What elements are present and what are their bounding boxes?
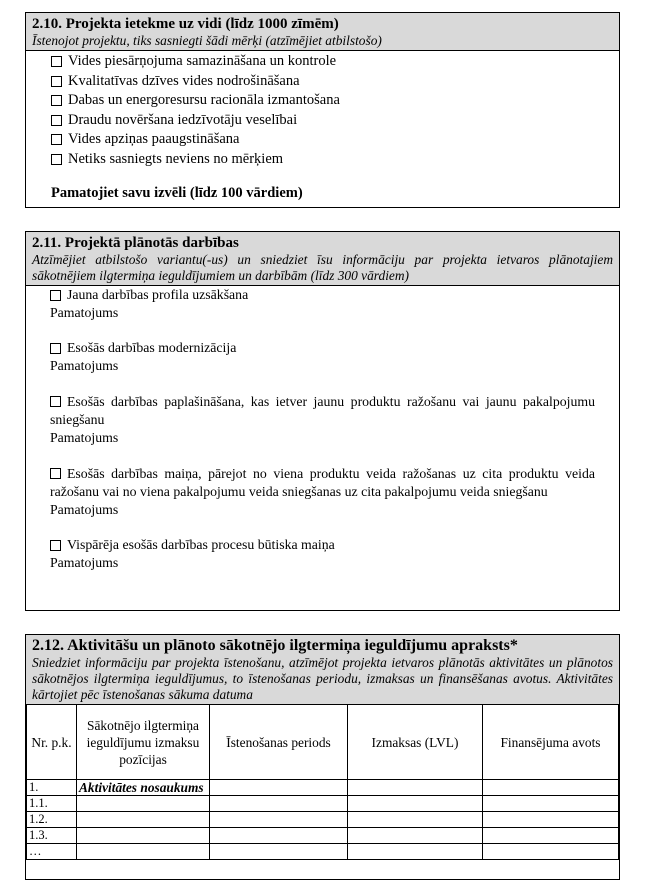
col-costs: Izmaksas (LVL) bbox=[348, 705, 483, 780]
justification-label: Pamatojums bbox=[50, 502, 119, 517]
activity-option-row[interactable] bbox=[50, 286, 595, 304]
option-label: Kvalitatīvas dzīves vides nodrošināšana bbox=[68, 72, 300, 89]
checkbox[interactable] bbox=[50, 290, 61, 301]
env-goal-option[interactable] bbox=[51, 130, 619, 150]
checkbox[interactable] bbox=[51, 134, 62, 145]
checkbox[interactable] bbox=[50, 343, 61, 354]
cell-funding[interactable] bbox=[483, 796, 619, 812]
section-2-11-header bbox=[26, 232, 619, 286]
cell-funding[interactable] bbox=[483, 812, 619, 828]
cell-period[interactable] bbox=[210, 812, 348, 828]
planned-activities bbox=[26, 286, 619, 572]
option-label: Vides apziņas paaugstināšana bbox=[68, 131, 240, 147]
cell-period[interactable] bbox=[210, 844, 348, 860]
env-goal-option[interactable] bbox=[51, 52, 619, 72]
investments-table bbox=[26, 704, 619, 860]
env-goal-options bbox=[26, 51, 619, 202]
activity-option bbox=[50, 286, 595, 322]
section-2-12-subtitle: Sniedziet informāciju par projekta īstenošanu, atzīmējot projekta ietvaros plānotās aktivitātes un plānotos sākotnējos ilgtermiņa ieguldījumus, to īstenošanas periodu, izmaksas un finansēšanas avotus. Aktivitātes kārtojiet pēc īstenošanas sākuma datuma bbox=[32, 655, 613, 702]
activity-option bbox=[50, 392, 595, 447]
option-label: Vides piesārņojuma samazināšana un kontrole bbox=[68, 53, 337, 69]
cell-position[interactable] bbox=[77, 812, 210, 828]
option-label: Netiks sasniegts neviens no mērķiem bbox=[68, 150, 284, 167]
checkbox[interactable] bbox=[50, 540, 61, 551]
section-2-10-title: 2.10. Projekta ietekme uz vidi (līdz 1000 zīmēm) bbox=[32, 16, 339, 32]
justification-label: Pamatojums bbox=[50, 430, 119, 445]
section-2-12 bbox=[25, 634, 620, 880]
row-nr: … bbox=[27, 844, 77, 860]
cell-position[interactable] bbox=[77, 796, 210, 812]
env-goal-option[interactable] bbox=[51, 72, 619, 92]
cell-position[interactable] bbox=[77, 828, 210, 844]
option-label: Esošās darbības modernizācija bbox=[67, 340, 237, 355]
justification-label: Pamatojums bbox=[50, 305, 119, 320]
table-row bbox=[27, 828, 619, 844]
option-label: Jauna darbības profila uzsākšana bbox=[67, 287, 249, 302]
env-goal-option[interactable] bbox=[51, 150, 619, 170]
col-funding-source: Finansējuma avots bbox=[483, 705, 619, 780]
env-goal-option[interactable] bbox=[51, 111, 619, 131]
checkbox[interactable] bbox=[51, 95, 62, 106]
cell-funding[interactable] bbox=[483, 844, 619, 860]
cell-costs[interactable] bbox=[348, 812, 483, 828]
activity-option-row[interactable] bbox=[50, 392, 595, 429]
option-label: Esošās darbības maiņa, pārejot no viena produktu veida ražošanas uz cita produktu veida ražošanu vai no viena pakalpojumu veida sniegšanas uz cita pakalpojumu veida sniegšanu bbox=[50, 466, 595, 499]
option-label: Draudu novēršana iedzīvotāju veselībai bbox=[68, 111, 298, 128]
activity-option-row[interactable] bbox=[50, 536, 595, 554]
cell-costs[interactable] bbox=[348, 796, 483, 812]
table-row bbox=[27, 844, 619, 860]
checkbox[interactable] bbox=[50, 468, 61, 479]
cell-costs[interactable] bbox=[348, 828, 483, 844]
activity-option bbox=[50, 536, 595, 572]
section-2-11-title: 2.11. Projektā plānotās darbības bbox=[32, 235, 239, 251]
activity-name: Aktivitātes nosaukums bbox=[77, 780, 210, 796]
section-2-11 bbox=[25, 231, 620, 611]
activity-option-row[interactable] bbox=[50, 339, 595, 357]
table-row bbox=[27, 812, 619, 828]
col-positions: Sākotnējo ilgtermiņa ieguldījumu izmaksu pozīcijas bbox=[77, 705, 210, 780]
row-nr: 1.3. bbox=[27, 828, 77, 844]
option-label: Vispārēja esošās darbības procesu būtiska maiņa bbox=[67, 537, 335, 552]
cell-funding[interactable] bbox=[483, 780, 619, 796]
col-nr: Nr. p.k. bbox=[27, 705, 77, 780]
justification-label: Pamatojums bbox=[50, 358, 119, 373]
option-label: Esošās darbības paplašināšana, kas ietver jaunu produktu ražošanu vai jaunu pakalpojumu sniegšanu bbox=[50, 394, 595, 427]
cell-costs[interactable] bbox=[348, 844, 483, 860]
cell-period[interactable] bbox=[210, 828, 348, 844]
table-row bbox=[27, 780, 619, 796]
checkbox[interactable] bbox=[51, 154, 62, 165]
checkbox[interactable] bbox=[51, 115, 62, 126]
row-nr: 1. bbox=[27, 780, 77, 796]
activity-option bbox=[50, 464, 595, 519]
cell-position[interactable] bbox=[77, 844, 210, 860]
section-2-10 bbox=[25, 12, 620, 208]
cell-period[interactable] bbox=[210, 780, 348, 796]
section-2-12-header bbox=[26, 635, 619, 704]
env-goal-option[interactable] bbox=[51, 91, 619, 111]
cell-period[interactable] bbox=[210, 796, 348, 812]
section-2-11-subtitle: Atzīmējiet atbilstošo variantu(-us) un sniedziet īsu informāciju par projekta ietvaros plānotajiem sākotnējiem ilgtermiņa ieguldījumiem un darbībām (līdz 300 vārdiem) bbox=[32, 252, 613, 283]
justification-label: Pamatojums bbox=[50, 555, 119, 570]
cell-funding[interactable] bbox=[483, 828, 619, 844]
activity-option bbox=[50, 339, 595, 375]
section-2-10-subtitle: Īstenojot projektu, tiks sasniegti šādi mērķi (atzīmējiet atbilstošo) bbox=[32, 33, 382, 48]
option-label: Dabas un energoresursu racionāla izmantošana bbox=[68, 92, 340, 108]
checkbox[interactable] bbox=[50, 396, 61, 407]
section-2-12-title: 2.12. Aktivitāšu un plānoto sākotnējo ilgtermiņa ieguldījumu apraksts* bbox=[32, 637, 518, 654]
checkbox[interactable] bbox=[51, 56, 62, 67]
table-row bbox=[27, 796, 619, 812]
table-header-row bbox=[27, 705, 619, 780]
section-2-10-header bbox=[26, 13, 619, 51]
row-nr: 1.2. bbox=[27, 812, 77, 828]
checkbox[interactable] bbox=[51, 76, 62, 87]
cell-costs[interactable] bbox=[348, 780, 483, 796]
col-period: Īstenošanas periods bbox=[210, 705, 348, 780]
row-nr: 1.1. bbox=[27, 796, 77, 812]
activity-option-row[interactable] bbox=[50, 464, 595, 501]
justify-choice-label: Pamatojiet savu izvēli (līdz 100 vārdiem) bbox=[51, 185, 303, 201]
